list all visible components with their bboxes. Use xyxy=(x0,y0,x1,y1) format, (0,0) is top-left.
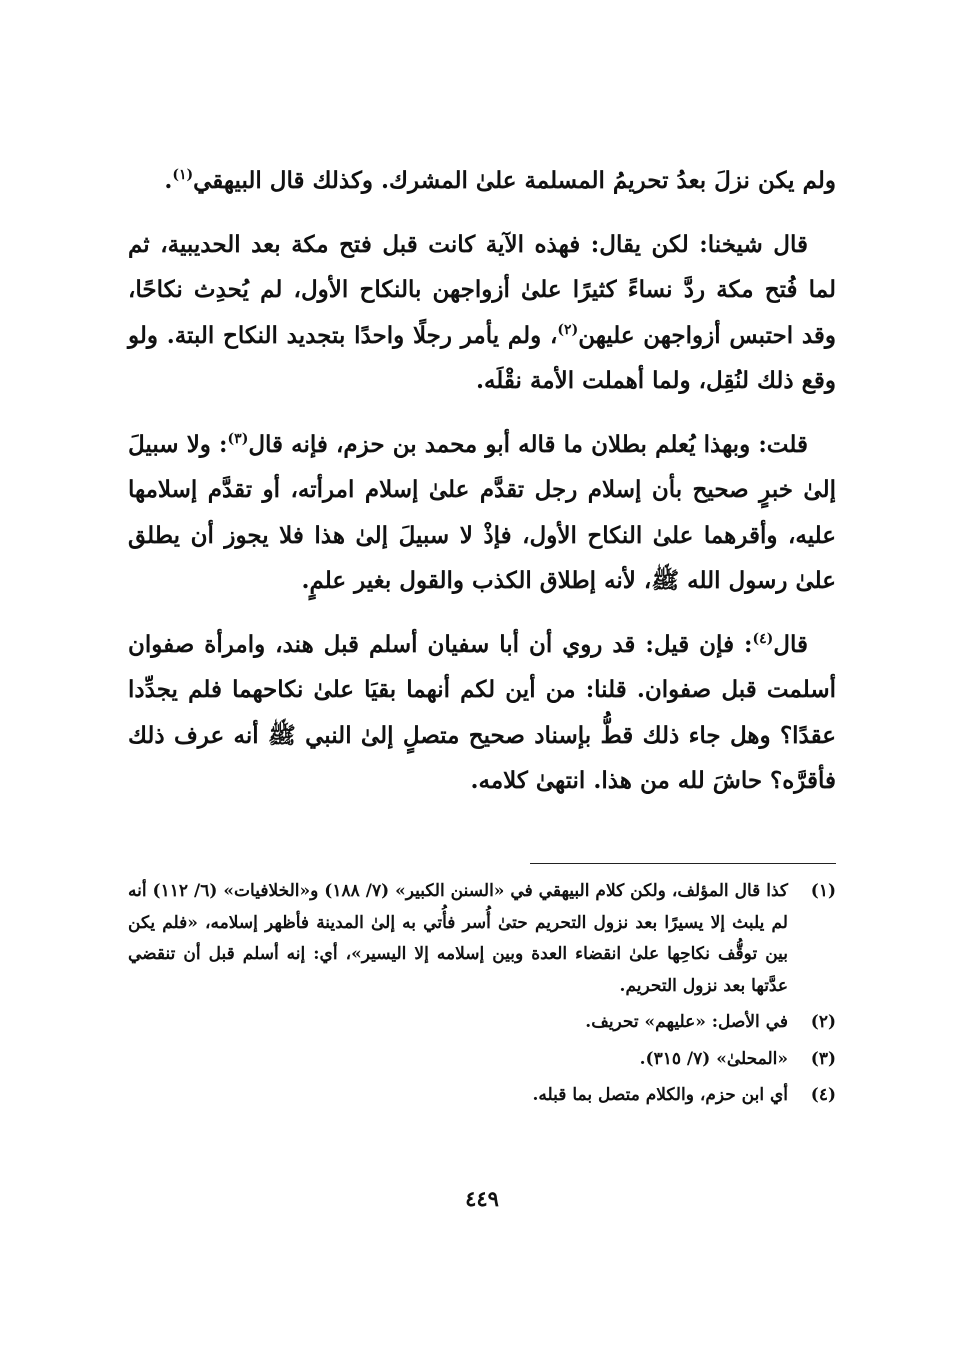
footnote-item xyxy=(128,876,836,1002)
main-text-body xyxy=(128,158,836,822)
footnote-text: أي ابن حزم، والكلام متصل بما قبله. xyxy=(532,1085,788,1105)
paragraph-text: ولم يكن نزلَ بعدُ تحريمُ المسلمة علىٰ المشرك. وكذلك قال البيهقي xyxy=(193,167,836,194)
paragraph-text-cont: . xyxy=(164,167,173,194)
footnote-text: في الأصل: «عليهم» تحريف. xyxy=(585,1012,788,1032)
footnote-ref-3[interactable]: (٣) xyxy=(227,430,249,447)
paragraph-text-cont: ، ولم يأمر رجلًا واحدًا بتجديد النكاح البتة. ولو وقع ذلك لنُقِل، ولما أهملت الأمة نقْلَه. xyxy=(128,321,836,394)
paragraph-2 xyxy=(128,222,836,404)
footnote-text: «المحلىٰ» (٧/ ٣١٥). xyxy=(639,1048,788,1069)
paragraph-lead: قلت: xyxy=(758,430,808,458)
footnote-text: كذا قال المؤلف، ولكن كلام البيهقي في «السنن الكبير» (٧/ ١٨٨) و«الخلافيات» (٦/ ١١٢) أنه لم يلبث إلا يسيرًا بعد نزول التحريم حتىٰ أُسر فأُتي به إلىٰ المدينة فأظهر إسلامه، «فلم يكن بين توقُّف نكاحِها علىٰ انقضاء العدة وبين إسلامه إلا اليسير»، أي: إنه أسلم قبل أن تنقضي عدَّتها بعد نزول التحريم. xyxy=(128,881,789,996)
footnote-number: (٣) xyxy=(810,1048,836,1069)
footnote-ref-4[interactable]: (٤) xyxy=(752,630,774,647)
paragraph-text: قال xyxy=(773,630,808,658)
paragraph-text-cont: : فإن قيل: قد روي أن أبا سفيان أسلم قبل هند، وامرأة صفوان أسلمت قبل صفوان. قلنا: من أين لكم أنهما بقيَا علىٰ نكاحهما فلم يجدِّدا عقدًا؟ وهل جاء ذلك قطُّ بإسناد صحيح متصلٍ إلىٰ النبي ﷺ أنه عرف ذلك فأقرَّه؟ حاشَ لله من هذا. انتهىٰ كلامه. xyxy=(128,630,836,794)
footnote-number: (١) xyxy=(810,881,836,901)
page-number: ٤٤٩ xyxy=(465,1186,499,1211)
footnote-item xyxy=(128,1007,836,1039)
footnote-number: (٤) xyxy=(810,1085,836,1105)
footnote-item xyxy=(128,1044,836,1076)
paragraph-1 xyxy=(128,158,836,204)
footnotes-list xyxy=(128,876,836,1117)
footnote-number: (٢) xyxy=(810,1012,836,1032)
paragraph-lead: قال شيخنا: xyxy=(699,230,809,258)
paragraph-3 xyxy=(128,422,836,604)
paragraph-text-cont: : ولا سبيلَ إلىٰ خبرٍ صحيح بأن إسلام رجل تقدَّم علىٰ إسلام امرأته، أو تقدَّم إسلامها عليه، وأقرهما علىٰ النكاح الأول، فإذْ لا سبيلَ إلىٰ هذا فلا يجوز أن يطلق علىٰ رسول الله ﷺ، لأنه إطلاق الكذب والقول بغير علمٍ. xyxy=(128,430,836,594)
paragraph-text: لكن يقال: فهذه الآية كانت قبل فتح مكة بعد الحديبية، ثم لما فُتح مكة ردَّ نساءً كثيرًا علىٰ أزواجهن بالنكاح الأول، لم يُحدِث نكاحًا، وقد احتبس أزواجهن عليهن xyxy=(128,230,837,349)
footnote-item xyxy=(128,1080,836,1112)
footnote-separator xyxy=(530,863,836,864)
footnote-ref-2[interactable]: (٢) xyxy=(557,321,579,338)
paragraph-4 xyxy=(128,622,836,804)
footnote-ref-1[interactable]: (١) xyxy=(172,167,194,183)
paragraph-text: وبهذا يُعلم بطلان ما قاله أبو محمد بن حزم، فإنه قال xyxy=(248,430,759,458)
